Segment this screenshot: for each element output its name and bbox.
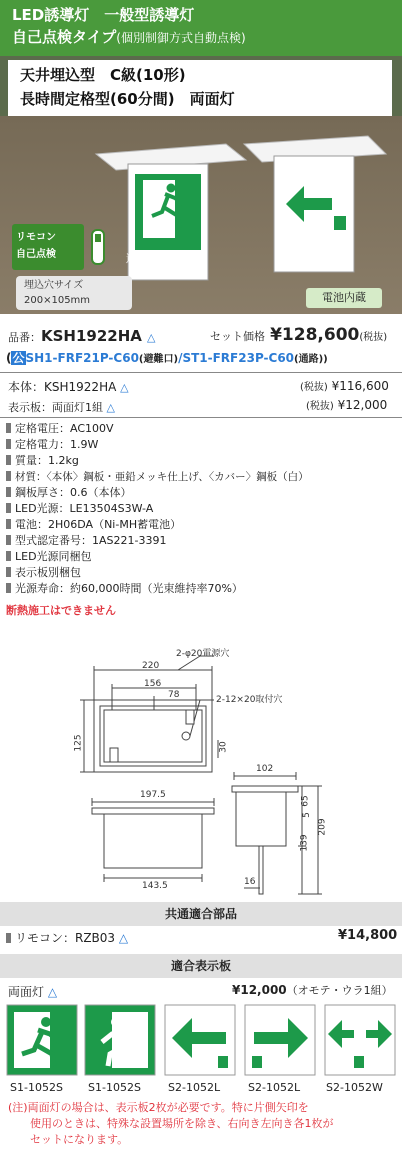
cutout-size: 200×105mm: [24, 295, 91, 306]
panel-type-price-note: （オモテ・ウラ1組）: [286, 984, 393, 997]
spec-item: [6, 437, 98, 453]
spec-text: 光源寿命：約60,000時間（光束維持率70%）: [15, 582, 243, 595]
header-title: LED誘導灯 一般型誘導灯: [12, 6, 195, 24]
remote-part-link-icon[interactable]: △: [118, 931, 129, 945]
dim-hole-note: 2-φ20電源穴: [176, 649, 230, 659]
panel-type-link-icon[interactable]: △: [47, 985, 58, 999]
set-model-1-note: (避難口): [138, 354, 179, 365]
dim-197-5: 197.5: [140, 790, 166, 800]
spec-text: 鋼板厚さ：0.6（本体）: [15, 486, 132, 499]
sign-tile-arrow-left[interactable]: [164, 1004, 236, 1076]
header-subtitle: [12, 26, 402, 49]
footnote-line-2: 使用のときは、特殊な設置場所を除き、右向き左向き各1枚が: [30, 1117, 334, 1130]
divider-1: [0, 372, 402, 373]
sign-caption: S2-1052L: [168, 1081, 221, 1094]
sign-tile-exit-2[interactable]: [84, 1004, 156, 1076]
divider-2: [0, 417, 402, 418]
panel-link-icon[interactable]: △: [106, 401, 115, 414]
spec-item: [6, 501, 153, 517]
bullet-icon: [6, 933, 11, 943]
common-parts-header: 共通適合部品: [0, 902, 402, 926]
panel-type-row: [8, 983, 57, 1000]
remote-part-price: ¥14,800: [338, 928, 398, 943]
set-slash: /: [178, 351, 183, 365]
bullet-icon: [6, 535, 11, 545]
dimension-drawing: [0, 630, 402, 898]
footnote-line-1: (注)両面灯の場合は、表示板2枚が必要です。特に片側矢印を: [8, 1101, 309, 1114]
spec-text: 電池：2H06DA（Ni-MH蓄電池）: [15, 518, 182, 531]
spec-text: 材質：〈本体〉鋼板・亜鉛メッキ仕上げ、〈カバー〉鋼板（白）: [15, 471, 309, 483]
remote-part-label: リモコン：RZB03: [15, 931, 116, 945]
spec-text: 定格電圧：AC100V: [15, 422, 114, 435]
part-number-row: [8, 326, 155, 345]
body-price-tax: (税抜): [300, 382, 328, 393]
battery-badge: 電池内蔵: [306, 288, 382, 308]
remote-badge-line2: 自己点検: [16, 249, 56, 260]
product-title-line2: 長時間定格型(60分間) 両面灯: [20, 90, 235, 108]
dim-209: 209: [317, 818, 328, 836]
set-model-2-note: (通路)): [294, 354, 328, 365]
spec-item: [6, 421, 114, 437]
panel-type-price: ¥12,000: [232, 983, 287, 997]
spec-item: [6, 453, 79, 469]
body-link-icon[interactable]: △: [120, 381, 129, 394]
set-price-tax: (税抜): [359, 332, 388, 343]
set-price: ¥128,600: [270, 325, 360, 345]
dim-mount-note: 2-12×20取付穴: [216, 695, 283, 705]
bullet-icon: [6, 423, 11, 433]
footnote-line-3: セットになります。: [30, 1133, 129, 1146]
power-hole: [182, 732, 190, 740]
cutout-size-box: [16, 276, 132, 310]
panel-price: ¥12,000: [337, 398, 388, 412]
part-number: KSH1922HA: [41, 327, 142, 345]
cutout-label: 埋込穴サイズ: [24, 280, 84, 291]
sign-tile-arrow-right[interactable]: [244, 1004, 316, 1076]
dim-125: 125: [73, 734, 84, 752]
panel-price-tax: (税抜): [306, 401, 334, 412]
dim-30: 30: [218, 741, 229, 753]
public-mark: 公: [12, 351, 25, 365]
display-panels-header: 適合表示板: [0, 954, 402, 978]
bullet-icon: [6, 455, 11, 465]
passage-caption: 通路誘導灯: [281, 252, 336, 265]
header-type-note: (個別制御方式自動点検): [116, 31, 246, 45]
body-row: [8, 378, 129, 395]
insulation-warning: 断熱施工はできません: [6, 604, 116, 617]
spec-text: 型式認定番号：1AS221-3391: [15, 534, 167, 547]
side-view-plate: [232, 786, 298, 792]
bullet-icon: [6, 567, 11, 577]
mount-hole: [186, 710, 194, 724]
spec-item: [6, 565, 81, 581]
catalog-header: [0, 0, 402, 56]
bullet-icon: [6, 519, 11, 529]
remote-part-row: [6, 930, 128, 946]
set-model-2[interactable]: ST1-FRF23P-C60: [182, 351, 295, 365]
sign-tile-exit-1[interactable]: [6, 1004, 78, 1076]
set-model-1[interactable]: SH1-FRF21P-C60: [25, 351, 139, 365]
spec-text: 表示板別梱包: [15, 566, 81, 579]
dim-102: 102: [256, 764, 274, 774]
part-link-icon[interactable]: △: [147, 331, 156, 344]
body-number: KSH1922HA: [44, 380, 117, 394]
header-type: 自己点検タイプ: [12, 28, 117, 46]
panel-row: [8, 399, 115, 415]
sign-tile-arrow-both[interactable]: [324, 1004, 396, 1076]
panel-price-row: [306, 397, 387, 412]
dim-78: 78: [168, 690, 180, 700]
small-exit-mark: [334, 216, 346, 230]
bullet-icon: [6, 583, 11, 593]
dim-65: 65: [300, 795, 311, 807]
spec-text: LED光源同梱包: [15, 550, 92, 563]
set-price-label: セット価格: [210, 330, 265, 343]
remote-badge-line1: リモコン: [16, 232, 56, 243]
spec-item: [6, 485, 132, 501]
remote-control-icon: [88, 224, 108, 270]
dim-5: 5: [301, 812, 312, 818]
sign-caption: S1-1052S: [88, 1081, 141, 1094]
bullet-icon: [6, 503, 11, 513]
mount-hole: [110, 748, 118, 762]
front-view-body: [104, 814, 202, 868]
dim-220: 220: [142, 661, 160, 671]
side-view-body: [236, 792, 286, 846]
set-open-paren: (: [6, 351, 12, 365]
dim-139: 139: [299, 834, 310, 852]
sign-caption: S1-1052S: [10, 1081, 63, 1094]
spec-item: [6, 581, 243, 597]
spec-item: [6, 469, 309, 485]
sign-caption: S2-1052L: [248, 1081, 301, 1094]
dim-156: 156: [144, 679, 162, 689]
spec-item: [6, 517, 181, 533]
sign-caption: S2-1052W: [326, 1081, 383, 1094]
product-title-line1: 天井埋込型 C級(10形): [20, 66, 186, 84]
spec-item: [6, 549, 92, 565]
spec-text: 定格電力：1.9W: [15, 438, 99, 451]
panel-type-price-row: [232, 982, 393, 998]
body-label: 本体：: [8, 380, 45, 394]
set-price-row: [210, 325, 387, 345]
body-price-row: [300, 378, 389, 393]
side-view-sign-bracket: [259, 846, 263, 894]
body-price: ¥116,600: [331, 379, 389, 393]
product-photo: [0, 56, 402, 314]
bullet-icon: [6, 487, 11, 497]
dim-143-5: 143.5: [142, 881, 168, 891]
spec-text: LED光源：LE13504S3W-A: [15, 502, 154, 515]
evacuation-exit-caption: 避難口誘導灯: [126, 252, 192, 265]
panel-label: 表示板：両面灯1組: [8, 401, 103, 414]
bullet-icon: [6, 551, 11, 561]
set-models-row: [6, 349, 328, 366]
spec-item: [6, 533, 166, 549]
part-label: 品番：: [8, 331, 41, 344]
front-view-plate: [92, 808, 214, 814]
bullet-icon: [6, 471, 11, 481]
dim-16: 16: [244, 877, 256, 887]
spec-text: 質量：1.2kg: [15, 454, 79, 467]
bullet-icon: [6, 439, 11, 449]
panel-type-label: 両面灯: [8, 985, 45, 999]
